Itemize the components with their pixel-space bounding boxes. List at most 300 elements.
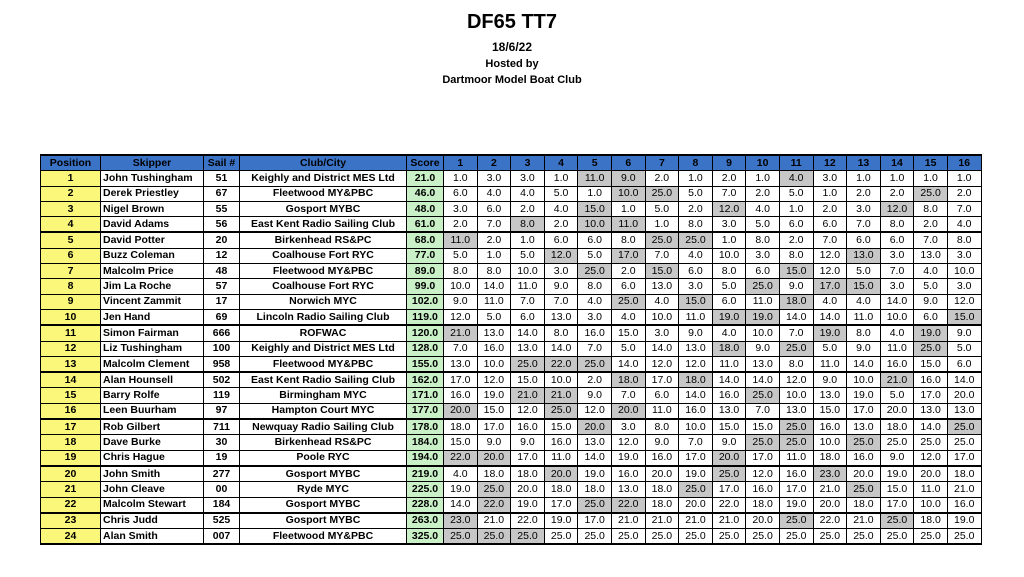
sail-number-cell: 958	[204, 356, 240, 372]
race-result-cell: 7.0	[444, 341, 478, 356]
table-row	[41, 232, 982, 248]
score-cell: 102.0	[407, 294, 444, 309]
race-result-cell: 13.0	[444, 356, 478, 372]
column-header: Score	[407, 155, 444, 171]
position-cell: 6	[41, 248, 101, 263]
race-result-cell: 5.0	[645, 201, 679, 216]
race-result-cell: 18.0	[813, 450, 847, 466]
race-result-cell: 20.0	[477, 450, 511, 466]
race-result-cell: 18.0	[847, 497, 881, 513]
race-result-cell: 8.0	[914, 201, 948, 216]
race-result-cell: 19.0	[880, 466, 914, 482]
race-result-cell: 8.0	[578, 279, 612, 294]
race-result-cell: 17.0	[813, 279, 847, 294]
race-result-cell: 6.0	[746, 264, 780, 279]
race-result-cell: 25.0	[847, 435, 881, 450]
race-result-cell: 9.0	[444, 294, 478, 309]
position-cell: 7	[41, 264, 101, 279]
race-result-cell: 7.0	[880, 264, 914, 279]
race-result-cell: 10.0	[746, 325, 780, 341]
club-cell: East Kent Radio Sailing Club	[240, 372, 407, 388]
club-cell: Fleetwood MY&PBC	[240, 264, 407, 279]
race-result-cell: 25.0	[679, 529, 713, 545]
race-result-cell: 18.0	[544, 482, 578, 497]
race-result-cell: 13.0	[779, 403, 813, 419]
race-result-cell: 1.0	[914, 171, 948, 186]
race-result-cell: 25.0	[746, 388, 780, 403]
results-table	[40, 154, 982, 545]
race-result-cell: 5.0	[544, 186, 578, 201]
race-result-cell: 16.0	[880, 356, 914, 372]
race-result-cell: 5.0	[679, 186, 713, 201]
column-header: 5	[578, 155, 612, 171]
race-result-cell: 21.0	[679, 513, 713, 529]
race-result-cell: 15.0	[712, 419, 746, 435]
position-cell: 12	[41, 341, 101, 356]
table-row	[41, 466, 982, 482]
race-result-cell: 19.0	[444, 482, 478, 497]
race-result-cell: 1.0	[813, 186, 847, 201]
host-club: Dartmoor Model Boat Club	[442, 74, 582, 86]
race-result-cell: 10.0	[880, 309, 914, 325]
table-row	[41, 356, 982, 372]
race-result-cell: 4.0	[444, 466, 478, 482]
sail-number-cell: 502	[204, 372, 240, 388]
skipper-cell: Derek Priestley	[101, 186, 204, 201]
race-result-cell: 25.0	[477, 482, 511, 497]
race-result-cell: 25.0	[712, 529, 746, 545]
race-result-cell: 1.0	[880, 171, 914, 186]
race-result-cell: 6.0	[578, 232, 612, 248]
race-result-cell: 12.0	[880, 201, 914, 216]
race-result-cell: 11.0	[645, 403, 679, 419]
race-result-cell: 2.0	[611, 264, 645, 279]
race-result-cell: 8.0	[477, 264, 511, 279]
club-cell: Norwich MYC	[240, 294, 407, 309]
table-row	[41, 309, 982, 325]
race-result-cell: 13.0	[813, 388, 847, 403]
position-cell: 2	[41, 186, 101, 201]
race-result-cell: 20.0	[511, 482, 545, 497]
race-result-cell: 20.0	[645, 466, 679, 482]
race-result-cell: 6.0	[477, 201, 511, 216]
sail-number-cell: 711	[204, 419, 240, 435]
race-result-cell: 18.0	[880, 419, 914, 435]
race-result-cell: 22.0	[511, 513, 545, 529]
score-cell: 177.0	[407, 403, 444, 419]
race-result-cell: 17.0	[544, 497, 578, 513]
race-result-cell: 14.0	[645, 341, 679, 356]
race-result-cell: 10.0	[779, 388, 813, 403]
score-cell: 68.0	[407, 232, 444, 248]
race-result-cell: 15.0	[779, 264, 813, 279]
race-result-cell: 12.0	[611, 435, 645, 450]
race-result-cell: 19.0	[511, 497, 545, 513]
table-header-row	[41, 155, 982, 171]
race-result-cell: 25.0	[746, 435, 780, 450]
race-result-cell: 20.0	[813, 497, 847, 513]
race-result-cell: 6.0	[914, 309, 948, 325]
race-result-cell: 25.0	[611, 529, 645, 545]
skipper-cell: David Adams	[101, 217, 204, 233]
race-result-cell: 25.0	[578, 356, 612, 372]
race-result-cell: 16.0	[477, 341, 511, 356]
race-result-cell: 12.0	[645, 356, 679, 372]
race-result-cell: 15.0	[914, 356, 948, 372]
race-result-cell: 7.0	[544, 294, 578, 309]
sail-number-cell: 56	[204, 217, 240, 233]
score-cell: 99.0	[407, 279, 444, 294]
race-result-cell: 22.0	[813, 513, 847, 529]
race-result-cell: 2.0	[947, 186, 981, 201]
race-result-cell: 17.0	[611, 248, 645, 263]
race-result-cell: 18.0	[914, 513, 948, 529]
score-cell: 21.0	[407, 171, 444, 186]
race-result-cell: 20.0	[847, 466, 881, 482]
race-result-cell: 2.0	[847, 186, 881, 201]
race-result-cell: 17.0	[712, 482, 746, 497]
race-result-cell: 16.0	[511, 419, 545, 435]
race-result-cell: 13.0	[914, 403, 948, 419]
sail-number-cell: 48	[204, 264, 240, 279]
race-result-cell: 25.0	[645, 186, 679, 201]
race-result-cell: 11.0	[578, 171, 612, 186]
race-result-cell: 14.0	[947, 372, 981, 388]
score-cell: 162.0	[407, 372, 444, 388]
position-cell: 8	[41, 279, 101, 294]
race-result-cell: 9.0	[880, 450, 914, 466]
sail-number-cell: 007	[204, 529, 240, 545]
race-result-cell: 7.0	[746, 403, 780, 419]
race-result-cell: 10.0	[847, 372, 881, 388]
skipper-cell: John Smith	[101, 466, 204, 482]
column-header: 12	[813, 155, 847, 171]
skipper-cell: John Tushingham	[101, 171, 204, 186]
skipper-cell: Chris Hague	[101, 450, 204, 466]
race-result-cell: 20.0	[611, 403, 645, 419]
sail-number-cell: 12	[204, 248, 240, 263]
club-cell: Gosport MYBC	[240, 497, 407, 513]
skipper-cell: Liz Tushingham	[101, 341, 204, 356]
race-result-cell: 16.0	[847, 450, 881, 466]
race-result-cell: 8.0	[679, 217, 713, 233]
score-cell: 228.0	[407, 497, 444, 513]
race-result-cell: 12.0	[779, 372, 813, 388]
position-cell: 19	[41, 450, 101, 466]
club-cell: Birkenhead RS&PC	[240, 232, 407, 248]
race-result-cell: 6.0	[947, 356, 981, 372]
skipper-cell: Rob Gilbert	[101, 419, 204, 435]
race-result-cell: 19.0	[779, 497, 813, 513]
position-cell: 11	[41, 325, 101, 341]
race-result-cell: 8.0	[746, 232, 780, 248]
column-header: 3	[511, 155, 545, 171]
race-result-cell: 25.0	[813, 529, 847, 545]
race-result-cell: 17.0	[914, 388, 948, 403]
race-result-cell: 1.0	[544, 171, 578, 186]
skipper-cell: David Potter	[101, 232, 204, 248]
race-result-cell: 5.0	[847, 264, 881, 279]
race-result-cell: 21.0	[477, 513, 511, 529]
race-result-cell: 11.0	[914, 482, 948, 497]
race-result-cell: 10.0	[544, 372, 578, 388]
race-result-cell: 5.0	[779, 186, 813, 201]
race-result-cell: 6.0	[813, 217, 847, 233]
table-row	[41, 341, 982, 356]
skipper-cell: Barry Rolfe	[101, 388, 204, 403]
race-result-cell: 6.0	[511, 309, 545, 325]
race-result-cell: 12.0	[813, 248, 847, 263]
skipper-cell: Alan Smith	[101, 529, 204, 545]
club-cell: Fleetwood MY&PBC	[240, 356, 407, 372]
table-row	[41, 403, 982, 419]
position-cell: 14	[41, 372, 101, 388]
race-result-cell: 18.0	[947, 466, 981, 482]
race-result-cell: 15.0	[611, 325, 645, 341]
club-cell: Gosport MYBC	[240, 466, 407, 482]
race-result-cell: 5.0	[611, 341, 645, 356]
score-cell: 77.0	[407, 248, 444, 263]
race-result-cell: 16.0	[746, 482, 780, 497]
skipper-cell: Chris Judd	[101, 513, 204, 529]
race-result-cell: 18.0	[746, 497, 780, 513]
race-result-cell: 2.0	[578, 372, 612, 388]
race-result-cell: 25.0	[645, 529, 679, 545]
skipper-cell: Malcolm Stewart	[101, 497, 204, 513]
race-result-cell: 1.0	[477, 248, 511, 263]
race-result-cell: 25.0	[947, 419, 981, 435]
race-result-cell: 12.0	[511, 403, 545, 419]
race-result-cell: 14.0	[611, 356, 645, 372]
race-result-cell: 18.0	[645, 497, 679, 513]
race-result-cell: 12.0	[544, 248, 578, 263]
race-result-cell: 4.0	[544, 201, 578, 216]
race-result-cell: 2.0	[813, 201, 847, 216]
race-result-cell: 25.0	[679, 232, 713, 248]
race-result-cell: 13.0	[712, 403, 746, 419]
score-cell: 119.0	[407, 309, 444, 325]
race-result-cell: 19.0	[813, 325, 847, 341]
race-result-cell: 11.0	[712, 356, 746, 372]
column-header: 8	[679, 155, 713, 171]
race-result-cell: 2.0	[477, 232, 511, 248]
race-result-cell: 9.0	[477, 435, 511, 450]
race-result-cell: 16.0	[947, 497, 981, 513]
sail-number-cell: 19	[204, 450, 240, 466]
race-result-cell: 4.0	[880, 325, 914, 341]
column-header: 6	[611, 155, 645, 171]
sail-number-cell: 184	[204, 497, 240, 513]
race-result-cell: 14.0	[914, 419, 948, 435]
club-cell: Poole RYC	[240, 450, 407, 466]
race-result-cell: 13.0	[544, 309, 578, 325]
race-result-cell: 12.0	[947, 294, 981, 309]
race-result-cell: 15.0	[511, 372, 545, 388]
race-result-cell: 4.0	[511, 186, 545, 201]
race-result-cell: 11.0	[611, 217, 645, 233]
position-cell: 16	[41, 403, 101, 419]
race-result-cell: 3.0	[880, 248, 914, 263]
race-result-cell: 21.0	[813, 482, 847, 497]
race-result-cell: 25.0	[880, 513, 914, 529]
race-result-cell: 20.0	[444, 403, 478, 419]
race-result-cell: 22.0	[544, 356, 578, 372]
race-result-cell: 3.0	[578, 309, 612, 325]
race-result-cell: 2.0	[746, 186, 780, 201]
race-result-cell: 13.0	[679, 341, 713, 356]
column-header: 13	[847, 155, 881, 171]
race-result-cell: 18.0	[712, 341, 746, 356]
race-result-cell: 12.0	[746, 466, 780, 482]
race-result-cell: 9.0	[813, 372, 847, 388]
race-result-cell: 9.0	[679, 325, 713, 341]
race-result-cell: 9.0	[746, 341, 780, 356]
race-result-cell: 25.0	[779, 529, 813, 545]
race-result-cell: 16.0	[779, 466, 813, 482]
race-result-cell: 7.0	[712, 186, 746, 201]
skipper-cell: Malcolm Price	[101, 264, 204, 279]
skipper-cell: Malcolm Clement	[101, 356, 204, 372]
race-result-cell: 15.0	[544, 419, 578, 435]
race-result-cell: 3.0	[444, 201, 478, 216]
race-result-cell: 13.0	[746, 356, 780, 372]
race-result-cell: 19.0	[847, 388, 881, 403]
race-result-cell: 4.0	[712, 325, 746, 341]
position-cell: 23	[41, 513, 101, 529]
table-row	[41, 201, 982, 216]
race-result-cell: 14.0	[779, 309, 813, 325]
race-result-cell: 14.0	[813, 309, 847, 325]
race-result-cell: 25.0	[544, 529, 578, 545]
score-cell: 120.0	[407, 325, 444, 341]
race-result-cell: 14.0	[444, 497, 478, 513]
race-result-cell: 15.0	[477, 403, 511, 419]
table-row	[41, 186, 982, 201]
race-result-cell: 25.0	[779, 419, 813, 435]
race-result-cell: 17.0	[444, 372, 478, 388]
race-result-cell: 12.0	[712, 201, 746, 216]
race-result-cell: 14.0	[477, 279, 511, 294]
race-result-cell: 9.0	[847, 341, 881, 356]
race-result-cell: 8.0	[947, 232, 981, 248]
race-result-cell: 21.0	[947, 482, 981, 497]
race-result-cell: 2.0	[914, 217, 948, 233]
score-cell: 46.0	[407, 186, 444, 201]
race-result-cell: 25.0	[611, 294, 645, 309]
column-header: Position	[41, 155, 101, 171]
race-result-cell: 12.0	[914, 450, 948, 466]
race-result-cell: 20.0	[578, 419, 612, 435]
club-cell: Hampton Court MYC	[240, 403, 407, 419]
race-result-cell: 13.0	[578, 435, 612, 450]
race-result-cell: 12.0	[679, 356, 713, 372]
race-result-cell: 7.0	[914, 232, 948, 248]
race-result-cell: 2.0	[779, 232, 813, 248]
score-cell: 178.0	[407, 419, 444, 435]
race-result-cell: 25.0	[880, 435, 914, 450]
race-result-cell: 4.0	[645, 294, 679, 309]
race-result-cell: 18.0	[611, 372, 645, 388]
skipper-cell: Dave Burke	[101, 435, 204, 450]
race-result-cell: 6.0	[645, 388, 679, 403]
race-result-cell: 9.0	[712, 435, 746, 450]
race-result-cell: 6.0	[679, 264, 713, 279]
race-result-cell: 25.0	[947, 529, 981, 545]
race-result-cell: 25.0	[914, 435, 948, 450]
score-cell: 263.0	[407, 513, 444, 529]
column-header: Sail #	[204, 155, 240, 171]
sail-number-cell: 57	[204, 279, 240, 294]
race-result-cell: 16.0	[645, 450, 679, 466]
race-result-cell: 3.0	[813, 171, 847, 186]
column-header: 10	[746, 155, 780, 171]
race-result-cell: 3.0	[645, 325, 679, 341]
race-result-cell: 14.0	[847, 356, 881, 372]
race-result-cell: 2.0	[880, 186, 914, 201]
race-result-cell: 11.0	[847, 309, 881, 325]
race-result-cell: 14.0	[712, 372, 746, 388]
race-result-cell: 19.0	[746, 309, 780, 325]
race-result-cell: 25.0	[544, 403, 578, 419]
table-row	[41, 171, 982, 186]
race-result-cell: 9.0	[578, 388, 612, 403]
race-result-cell: 25.0	[578, 264, 612, 279]
race-result-cell: 20.0	[712, 450, 746, 466]
race-result-cell: 3.0	[679, 279, 713, 294]
race-result-cell: 4.0	[679, 248, 713, 263]
sail-number-cell: 100	[204, 341, 240, 356]
race-result-cell: 22.0	[611, 497, 645, 513]
column-header: 2	[477, 155, 511, 171]
club-cell: Fleetwood MY&PBC	[240, 186, 407, 201]
position-cell: 15	[41, 388, 101, 403]
race-result-cell: 14.0	[544, 341, 578, 356]
race-result-cell: 13.0	[847, 419, 881, 435]
race-result-cell: 6.0	[444, 186, 478, 201]
race-result-cell: 14.0	[679, 388, 713, 403]
race-result-cell: 18.0	[578, 482, 612, 497]
race-result-cell: 3.0	[511, 171, 545, 186]
race-result-cell: 10.0	[914, 497, 948, 513]
race-result-cell: 4.0	[813, 294, 847, 309]
race-result-cell: 13.0	[645, 279, 679, 294]
club-cell: Fleetwood MY&PBC	[240, 529, 407, 545]
sail-number-cell: 51	[204, 171, 240, 186]
race-result-cell: 10.0	[444, 279, 478, 294]
position-cell: 5	[41, 232, 101, 248]
race-result-cell: 8.0	[645, 419, 679, 435]
table-row	[41, 419, 982, 435]
race-result-cell: 11.0	[779, 450, 813, 466]
column-header: 1	[444, 155, 478, 171]
race-result-cell: 9.0	[611, 171, 645, 186]
race-result-cell: 25.0	[444, 529, 478, 545]
sail-number-cell: 00	[204, 482, 240, 497]
race-result-cell: 12.0	[578, 403, 612, 419]
race-result-cell: 12.0	[444, 309, 478, 325]
race-result-cell: 5.0	[477, 309, 511, 325]
race-result-cell: 5.0	[746, 217, 780, 233]
table-row	[41, 279, 982, 294]
race-result-cell: 15.0	[679, 294, 713, 309]
race-result-cell: 5.0	[444, 248, 478, 263]
race-result-cell: 5.0	[712, 279, 746, 294]
sail-number-cell: 525	[204, 513, 240, 529]
race-result-cell: 3.0	[847, 201, 881, 216]
race-result-cell: 25.0	[914, 186, 948, 201]
race-result-cell: 19.0	[544, 513, 578, 529]
race-result-cell: 20.0	[544, 466, 578, 482]
